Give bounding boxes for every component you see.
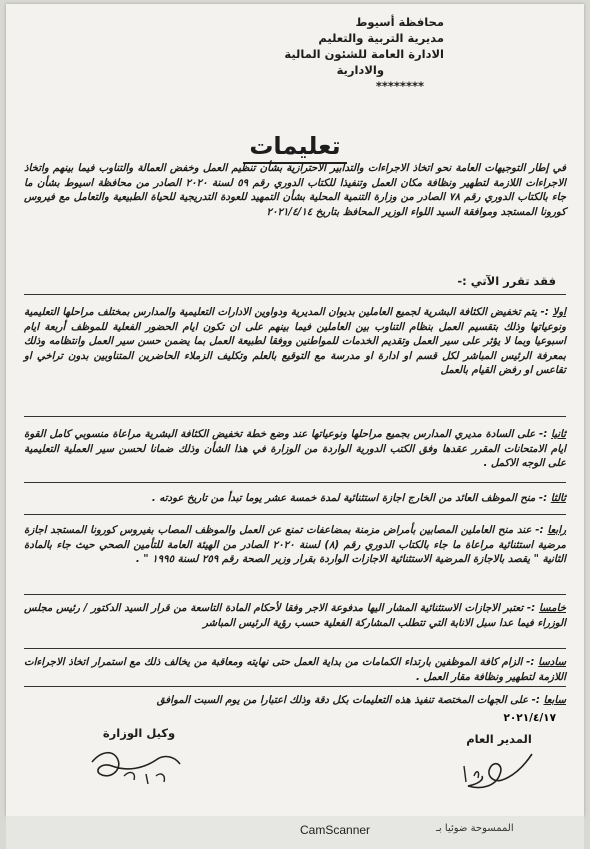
item-label: سادسا: [538, 657, 566, 668]
decided-heading: فقد تقرر الآتي :-: [457, 274, 556, 288]
item-text: تعتبر الاجازات الاستثنائية المشار اليها مدفوعة الاجر وفقا لأحكام المادة التاسعة من قرار السيد الدكتور / رئيس مجلس الوزراء فيما عدا سبل الانابة التي تتطلب المشاركة الفعلية حسب رؤية الرئيس المباشر: [24, 603, 566, 629]
scanner-caption: الممسوحة ضوئيا بـ: [436, 823, 514, 834]
intro-paragraph: في إطار التوجيهات العامة نحو اتخاذ الاجراءات والتدابير الاحترازية بشأن تنظيم العمل وخفض العمالة والتناوب فيما بينهم واتخاذ الاجراءات اللازمة لتطهير ونظافة مكان العمل وتنفيذا للكتاب الدوري رقم ٥٩ لسنة ٢٠٢٠ الصادر من محافظة اسيوط بشأن ما جاء بالكتاب الدوري رقم ٧٨ الصادر من وزارة التنمية المحلية بشأن التمهيد للعودة التدريجية للحياة الطبيعية والتعامل مع فيروس كورونا المستجد وموافقة السيد اللواء الوزير المحافظ بتاريخ ٢٠٢١/٤/١٤: [24, 163, 566, 218]
item-4: رابعا :- عند منح العاملين المصابين بأمراض مزمنة بمضاعفات تمنع عن العمل والموظف المصاب بفيروس كورونا المستجد اجازة مرضية استثنائية مراعاة ما جاء بالكتاب الدوري رقم (٨) لسنة ٢٠٢٠ الصادر من الهيئة العامة للتأمين الصحي حيث جاء بالمادة الثانية " يقصد بالاجازة المرضية الاستثنائية الاجازات الواردة بقرار وزير الصحة رقم ٢٥٩ لسنة ١٩٩٥ " .: [24, 525, 566, 566]
item-1: اولا :- يتم تخفيض الكثافة البشرية لجميع العاملين بديوان المديرية ودواوين الادارات التعليمية والمدارس بمختلف مراحلها التعليمية ونوعياتها وذلك بتقسيم العمل بنظام التناوب بين العاملين فيما بينهم على ان تكون ايام الحضور الفعلية للموظف أربعة ايام اسبوعيا وبما لا يؤثر على سير العمل وتقديم الخدمات للمواطنين ووفقا لطبيعة العمل بما يضمن حسن سير العمل وانتظامه وذلك بمعرفة الرئيس المباشر لكل قسم او ادارة او مدرسة مع التوقيع بالعلم وتكليف الزملاء الحاضرين المتناوبين بدون تراخي او تقاعس او رفض القيام بالعمل: [24, 307, 566, 377]
divider: [24, 514, 566, 515]
item-3: ثالثا :- منح الموظف العائد من الخارج اجازة استثنائية لمدة خمسة عشر يوما تبدأ من تاريخ عودته .: [151, 493, 566, 504]
item-7: سابعا :- على الجهات المختصة تنفيذ هذه التعليمات بكل دقة وذلك اعتبارا من يوم السبت الموافق: [156, 695, 566, 706]
item-text: منح الموظف العائد من الخارج اجازة استثنائية لمدة خمسة عشر يوما تبدأ من تاريخ عودته .: [151, 493, 536, 504]
divider: [24, 686, 566, 687]
undersecretary-signature: [84, 726, 194, 793]
governorate-line: محافظة أسيوط: [355, 15, 444, 29]
department-line-2: والادارية: [336, 63, 384, 77]
signature-title: وكيل الوزارة: [102, 726, 176, 740]
item-label: خامسا: [538, 603, 566, 614]
item-label: سابعا: [543, 695, 566, 706]
item-text: على السادة مديري المدارس بجميع مراحلها ونوعياتها عند وضع خطة تخفيض الكثافة البشرية مراعاة منسوبي كامل القوة ايام الامتحانات المقرر عقدها وفق الكتب الدورية الواردة من الوزارة في هذا الشأن وذلك ضمانا لحسن سير العملية التعليمية على الوجه الاكمل .: [24, 429, 566, 470]
item-5: خامسا :- تعتبر الاجازات الاستثنائية المشار اليها مدفوعة الاجر وفقا لأحكام المادة التاسعة من قرار السيد الدكتور / رئيس مجلس الوزراء فيما عدا سبل الانابة التي تتطلب المشاركة الفعلية حسب رؤية الرئيس المباشر: [24, 603, 566, 629]
item-text: يتم تخفيض الكثافة البشرية لجميع العاملين بديوان المديرية ودواوين الادارات التعليمية والمدارس بمختلف مراحلها التعليمية ونوعياتها وذلك بتقسيم العمل بنظام التناوب بين العاملين فيما بينهم على ان تكون ايام الحضور الفعلية للموظف أربعة ايام اسبوعيا وبما لا يؤثر على سير العمل وتقديم الخدمات للمواطنين ووفقا لطبيعة العمل بما يضمن حسن سير العمل وانتظامه وذلك بمعرفة الرئيس المباشر لكل قسم او ادارة او مدرسة مع التوقيع بالعلم وتكليف الزملاء الحاضرين المتناوبين بدون تراخي او تقاعس او رفض القيام بالعمل: [24, 307, 566, 377]
divider: [24, 482, 566, 483]
item-text: الزام كافة الموظفين بارتداء الكمامات من بداية العمل حتى نهايته ومعاقبة من يخالف ذلك مع استمرار اتخاذ الاجراءات اللازمة لتطهير ونظافة مقار العمل .: [24, 657, 566, 683]
page-title: [6, 132, 584, 160]
divider: [24, 416, 566, 417]
title-text: تعليمات: [243, 132, 346, 164]
item-text: على الجهات المختصة تنفيذ هذه التعليمات بكل دقة وذلك اعتبارا من يوم السبت الموافق: [156, 695, 529, 706]
divider: [24, 294, 566, 295]
item-label: ثانيا: [551, 429, 566, 440]
directorate-line: مديرية التربية والتعليم: [318, 31, 444, 45]
item-label: اولا: [552, 307, 566, 318]
divider: [24, 648, 566, 649]
divider: [24, 594, 566, 595]
stars-line: ********: [375, 79, 424, 93]
closing-date: ٢٠٢١/٤/١٧: [503, 712, 556, 724]
signature-title: المدير العام: [466, 732, 532, 746]
handwritten-signature-icon: [84, 740, 194, 790]
document-page: [6, 4, 584, 816]
item-6: سادسا :- الزام كافة الموظفين بارتداء الكمامات من بداية العمل حتى نهايته ومعاقبة من يخالف ذلك مع استمرار اتخاذ الاجراءات اللازمة لتطهير ونظافة مقار العمل .: [24, 657, 566, 683]
item-2: ثانيا :- على السادة مديري المدارس بجميع مراحلها ونوعياتها عند وضع خطة تخفيض الكثافة البشرية مراعاة منسوبي كامل القوة ايام الامتحانات المقرر عقدها وفق الكتب الدورية الواردة من الوزارة في هذا الشأن وذلك ضمانا لحسن سير العملية التعليمية على الوجه الاكمل .: [24, 429, 566, 470]
handwritten-signature-icon: [454, 746, 544, 794]
item-text: عند منح العاملين المصابين بأمراض مزمنة بمضاعفات تمنع عن العمل والموظف المصاب بفيروس كورونا المستجد اجازة مرضية استثنائية مراعاة ما جاء بالكتاب الدوري رقم (٨) لسنة ٢٠٢٠ الصادر من الهيئة العامة للتأمين الصحي حيث جاء بالمادة الثانية " يقصد بالاجازة المرضية الاستثنائية الاجازات الواردة بقرار وزير الصحة رقم ٢٥٩ لسنة ١٩٩٥ " .: [24, 525, 566, 566]
letterhead: [244, 14, 444, 94]
item-label: رابعا: [547, 525, 566, 536]
department-line: الادارة العامة للشئون المالية: [284, 47, 444, 61]
camscanner-label: CamScanner: [300, 823, 371, 837]
item-label: ثالثا: [550, 493, 566, 504]
general-director-signature: [454, 732, 544, 797]
